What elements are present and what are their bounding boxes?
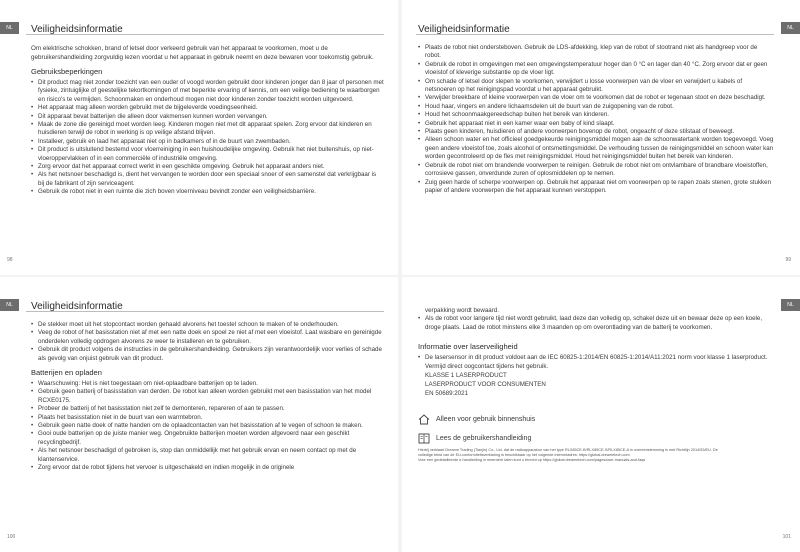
list-item: • Plaats de robot niet ondersteboven. Gebruik de LDS-afdekking, klep van de robot of stootrand niet als handgreep voor de robot. (418, 44, 774, 61)
list-item: • Dit product mag niet zonder toezicht van een ouder of voogd worden gebruikt door kinderen jonger dan 8 jaar of personen met fysieke, zintuiglijke of geestelijke tekortkomingen of met beperkte ervaring of kennis, om een veilige bediening te waarborgen en risico's te vermijden. Schoonmaken en onderhoud mogen niet door kinderen zonder toezicht worden uitgevoerd. (31, 79, 384, 104)
read-manual-row (418, 433, 774, 444)
page-content (418, 307, 774, 463)
page-content (418, 24, 774, 195)
list-item: • Veeg de robot of het basisstation niet af met een natte doek en spoel ze niet af met een vloeistof. Laat wasbare en gereinigde onderdelen volledig opdrogen alvorens ze weer te installeren en te gebruiken. (31, 329, 384, 346)
list-item: • Probeer de batterij of het basisstation niet zelf te demonteren, repareren of aan te passen. (31, 405, 384, 413)
page-content (31, 24, 384, 197)
list-item: • Gebruik de robot in omgevingen met een omgevingstemperatuur hoger dan 0 °C en lager dan 40 °C. Zorg ervoor dat er geen vloeistof of kleverige substantie op de vloer ligt. (418, 61, 774, 78)
section-heading-batteries: Batterijen en opladen (31, 368, 102, 378)
list-item: • Het apparaat mag alleen worden gebruikt met de bijgeleverde voedingseenheid. (31, 104, 384, 112)
language-tab: NL (0, 299, 19, 311)
list-item: • Gebruik dit product volgens de instructies in de gebruikershandleiding. Gebruikers zijn verantwoordelijk voor verlies of schade als gevolg van onjuist gebruik van dit product. (31, 346, 384, 363)
intro-paragraph: Om elektrische schokken, brand of letsel door verkeerd gebruik van het apparaat te voorkomen, moet u de gebruikershandleiding zorgvuldig lezen voordat u het apparaat in gebruik neemt en deze bewaren voor toekomstig gebruik. (31, 45, 374, 61)
manual-icon (418, 433, 430, 444)
list-item: • Gooi oude batterijen op de juiste manier weg. Ongebruikte batterijen moeten worden afgevoerd naar een geschikt recyclingbedrijf. (31, 430, 384, 447)
list-item: • Gebruik geen natte doek of natte handen om de oplaadcontacten van het basisstation af te vegen of schoon te maken. (31, 422, 384, 430)
list-item: • Waarschuwing: Het is niet toegestaan om niet-oplaadbare batterijen op te laden. (31, 380, 384, 388)
list-item: • Om schade of letsel door slepen te voorkomen, verwijdert u losse voorwerpen van de vloer en verwijdert u kabels of netsnoeren op het reinigingspad voordat u het apparaat gebruikt. (418, 78, 774, 95)
laser-standard-line: EN 50689:2021 (425, 390, 469, 398)
list-item: • Verwijder breekbare of kleine voorwerpen van de vloer om te voorkomen dat de robot er tegenaan stoot en deze beschadigt. (418, 94, 774, 102)
list-item: • De stekker moet uit het stopcontact worden gehaald alvorens het toestel schoon te maken of te onderhouden. (31, 321, 384, 329)
section-heading-laser-safety: Informatie over laserveiligheid (418, 342, 518, 352)
bullet-list (418, 44, 774, 195)
list-item: • Zorg ervoor dat het apparaat correct werkt in een geschikte omgeving. Gebruik het apparaat anders niet. (31, 163, 384, 171)
list-item: • Dit apparaat bevat batterijen die alleen door vakmensen kunnen worden vervangen. (31, 113, 384, 121)
list-item: • Als de robot voor langere tijd niet wordt gebruikt, laad deze dan volledig op, schakel deze uit en bewaar deze op een koele, droge plaats. Laad de robot minstens elke 3 maanden op om overontlading van de batterij te voorkomen. (418, 315, 774, 332)
page-100 (0, 277, 398, 552)
continued-text: verpakking wordt bewaard. (425, 307, 499, 314)
indoor-use-row (418, 414, 774, 425)
list-item: • Zorg ervoor dat de robot tijdens het vervoer is uitgeschakeld en indien mogelijk in de originele (31, 464, 384, 472)
page-title: Veiligheidsinformatie (418, 24, 510, 35)
list-item: • Gebruik geen batterij of basisstation van derden. De robot kan alleen worden gebruikt met een basisstation van het model RCXE0175. (31, 388, 384, 405)
fine-print (418, 448, 774, 463)
list-item: • Dit product is uitsluitend bestemd voor vloerreiniging in een huishoudelijke omgeving. Gebruik het niet buitenshuis, op niet-vloeroppervlakken of in een commerciële of industriële omgeving. (31, 146, 384, 163)
list-item: • Zuig geen harde of scherpe voorwerpen op. Gebruik het apparaat niet om voorwerpen op te rapen zoals stenen, grote stukken papier of andere voorwerpen die het apparaat kunnen verstoppen. (418, 179, 774, 196)
section-heading-usage-restrictions: Gebruiksbeperkingen (31, 67, 103, 76)
bullet-list (418, 315, 774, 332)
bullet-list (31, 380, 384, 472)
language-tab: NL (781, 22, 800, 34)
list-item: • Plaats geen kinderen, huisdieren of andere voorwerpen bovenop de robot, ongeacht of deze stilstaat of beweegt. (418, 128, 774, 136)
list-item: • Houd het schoonmaakgereedschap buiten het bereik van kinderen. (418, 111, 774, 119)
laser-class-line: KLASSE 1 LASERPRODUCT (425, 372, 507, 380)
page-number: 101 (782, 534, 791, 540)
indoor-use-text: Alleen voor gebruik binnenshuis (436, 415, 536, 423)
bullet-list (31, 79, 384, 197)
list-item: • De lasersensor in dit product voldoet aan de IEC 60825-1:2014/EN 60825-1:2014/A11:2021 norm voor klasse 1 laserproduct. Vermijd direct oogcontact tijdens het gebruik. (418, 354, 774, 371)
list-item: • Gebruik de robot niet in een ruimte die zich boven vloerniveau bevindt zonder een veiligheidsbarrière. (31, 188, 384, 196)
read-manual-text: Lees de gebruikershandleiding (436, 434, 532, 442)
list-item: • Gebruik het apparaat niet in een kamer waar een baby of kind slaapt. (418, 120, 774, 128)
list-item: • Maak de zone die gereinigd moet worden leeg. Kinderen mogen niet met dit apparaat spelen. Zorg ervoor dat kinderen en huisdieren terwijl de robot in werking is op veilige afstand blijven. (31, 121, 384, 138)
bullet-list (31, 321, 384, 363)
page-title: Veiligheidsinformatie (31, 24, 123, 35)
page-101 (402, 277, 800, 552)
list-item: • Als het netsnoer beschadigd of gebroken is, stop dan onmiddellijk met het gebruik ervan en neem contact op met de klantenservice. (31, 447, 384, 464)
page-number: 98 (7, 257, 13, 263)
laser-consumer-line: LASERPRODUCT VOOR CONSUMENTEN (425, 381, 546, 389)
list-item: • Als het netsnoer beschadigd is, dient het vervangen te worden door een speciaal snoer of een samenstel dat verkrijgbaar is bij de fabrikant of zijn serviceagent. (31, 171, 384, 188)
list-item: • Gebruik de robot niet om brandende voorwerpen te reinigen. Gebruik de robot niet om ontvlambare of brandbare vloeistoffen, corrosieve gassen, onverdunde zuren of oplosmiddelen op te nemen. (418, 162, 774, 179)
fine-print-line: Hierbij verklaart Dreame Trading (Tianjin) Co., Ltd. dat de radioapparatuur van het type RLX85CE-B/RLX85CE-S/RLX85CE-A in overeenstemming is met Richtlijn 2014/53/EU. De (418, 448, 718, 453)
list-item: • Houd haar, vingers en andere lichaamsdelen uit de buurt van de zuigopening van de robot. (418, 103, 774, 111)
list-item: • Alleen schoon water en het officieel goedgekeurde reinigingsmiddel mogen aan de schoonwatertank worden toegevoegd. Voeg geen andere vloeistof toe, zoals alcohol of ontsmettingsmiddel. De verhouding tussen de reinigingsmiddel en schoon water kan worden gecontroleerd op de fles met reinigingsmiddel. Houd het reinigingsmiddel buiten het bereik van kinderen. (418, 136, 774, 161)
page-number: 99 (785, 257, 791, 263)
language-tab: NL (781, 299, 800, 311)
page-content (31, 301, 384, 473)
list-item: • Plaats het basisstation niet in de buurt van een warmtebron. (31, 414, 384, 422)
page-title: Veiligheidsinformatie (31, 301, 123, 312)
fine-print-line: Voor een gedetailleerde e-handleiding in meerdere talen kunt u terecht op https://global.dreametech.com/pages/user-manuals-and-faqs (418, 458, 646, 463)
page-99 (402, 0, 800, 275)
language-tab: NL (0, 22, 19, 34)
bullet-list (418, 354, 774, 371)
page-98 (0, 0, 398, 275)
spread-bottom (0, 277, 800, 552)
house-icon (418, 414, 430, 425)
list-item: • Installeer, gebruik en laad het apparaat niet op in badkamers of in de buurt van zwembaden. (31, 138, 384, 146)
fine-print-line: volledige tekst van de EU-conformiteitsverklaring is beschikbaar op het volgende internetadres: https://global.dreametech.com (418, 453, 630, 458)
spread-top (0, 0, 800, 275)
page-number: 100 (7, 534, 16, 540)
